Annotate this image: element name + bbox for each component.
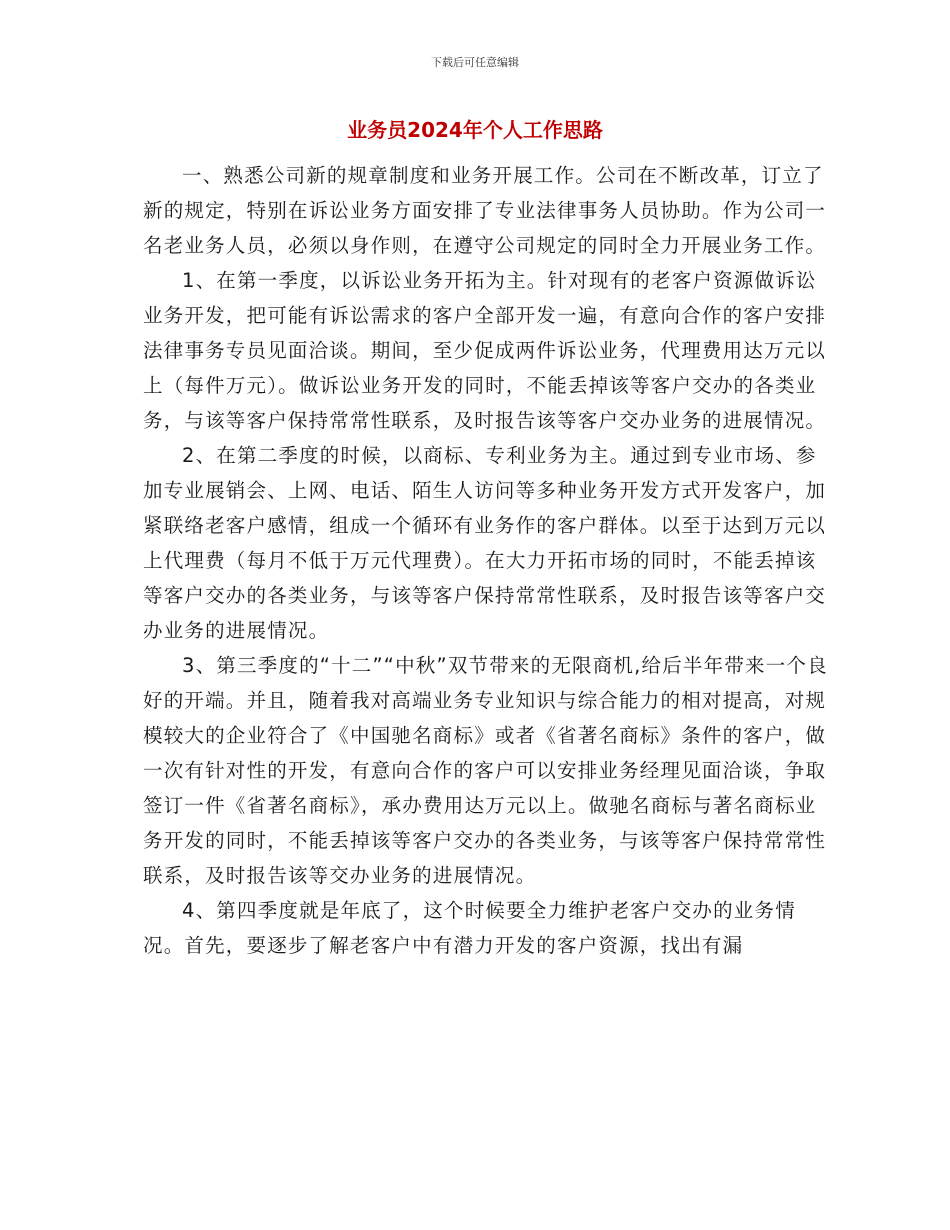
paragraph-quarter-3: 3、第三季度的“十二”“中秋”双节带来的无限商机,给后半年带来一个良好的开端。并且，随着我对高端业务专业知识与综合能力的相对提高，对规模较大的企业符合了《中国驰名商标》或者《省著名商标》条件的客户，做一次有针对性的开发，有意向合作的客户可以安排业务经理见面洽谈，争取签订一件《省著名商标》，承办费用达万元以上。做驰名商标与著名商标业务开发的同时，不能丢掉该等客户交办的各类业务，与该等客户保持常常性联系，及时报告该等交办业务的进展情况。 [143, 654, 828, 887]
document-title: 业务员2024年个人工作思路 [347, 118, 603, 142]
document-body [143, 158, 833, 963]
paragraph-quarter-4: 4、第四季度就是年底了，这个时候要全力维护老客户交办的业务情况。首先，要逐步了解老客户中有潜力开发的客户资源，找出有漏 [143, 899, 796, 957]
paragraph-quarter-2: 2、在第二季度的时候，以商标、专利业务为主。通过到专业市场、参加专业展销会、上网、电话、陌生人访问等多种业务开发方式开发客户，加紧联络老客户感情，组成一个循环有业务作的客户群体。以至于达到万元以上代理费（每月不低于万元代理费）。在大力开拓市场的同时，不能丢掉该等客户交办的各类业务，与该等客户保持常常性联系，及时报告该等客户交办业务的进展情况。 [143, 444, 827, 642]
paragraph-quarter-1: 1、在第一季度，以诉讼业务开拓为主。针对现有的老客户资源做诉讼业务开发，把可能有诉讼需求的客户全部开发一遍，有意向合作的客户安排法律事务专员见面洽谈。期间，至少促成两件诉讼业务，代理费用达万元以上（每件万元）。做诉讼业务开发的同时，不能丢掉该等客户交办的各类业务，与该等客户保持常常性联系，及时报告该等客户交办业务的进展情况。 [143, 269, 827, 432]
paragraph-section-1: 一、熟悉公司新的规章制度和业务开展工作。公司在不断改革，订立了新的规定，特别在诉讼业务方面安排了专业法律事务人员协助。作为公司一名老业务人员，必须以身作则，在遵守公司规定的同时全力开展业务工作。 [143, 164, 827, 257]
header-note: 下载后可任意编辑 [431, 56, 519, 69]
